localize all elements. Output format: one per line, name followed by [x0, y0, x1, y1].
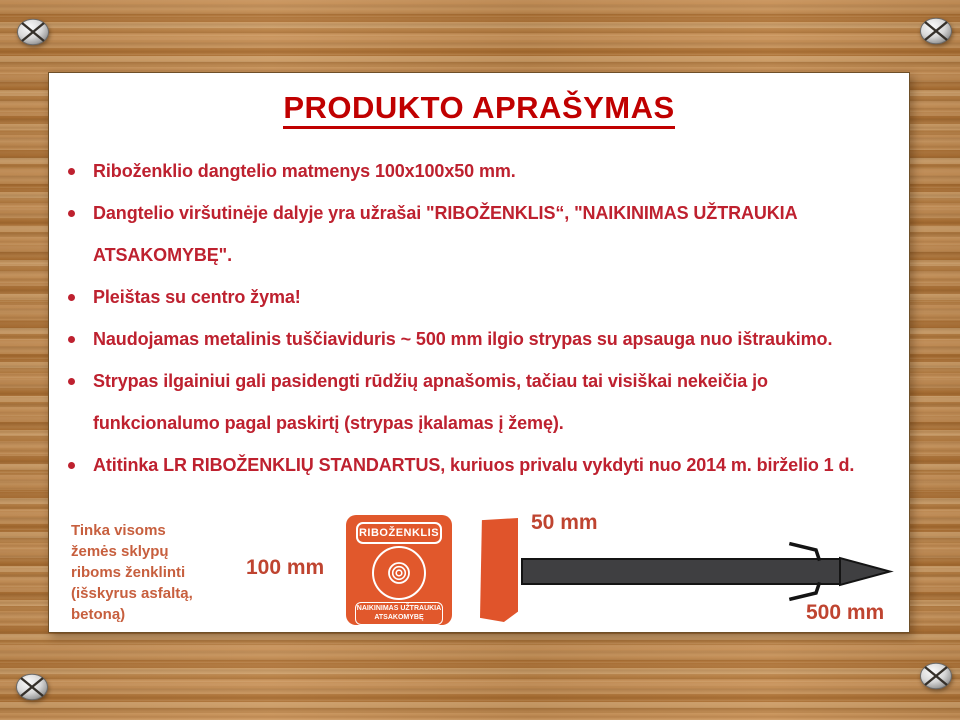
bullet-item: [49, 150, 909, 192]
bullet-text: ATSAKOMYBĘ".: [93, 245, 233, 265]
bullet-dot: [68, 378, 75, 385]
bullet-text: funkcionalumo pagal paskirtį (strypas įkalamas į žemę).: [93, 413, 564, 433]
badge-title: RIBOŽENKLIS: [356, 522, 442, 544]
bullet-list: [49, 150, 909, 486]
bullet-dot: [68, 336, 75, 343]
screw-icon: [15, 672, 51, 704]
screw-icon: [16, 17, 52, 49]
bullet-dot: [68, 168, 75, 175]
concentric-rings-icon: [370, 544, 428, 602]
bullet-item: [49, 360, 909, 444]
dimension-label-length: 500 mm: [806, 601, 885, 624]
usage-note-line: (išskyrus asfaltą,: [71, 585, 193, 602]
bullet-text: Strypas ilgainiui gali pasidengti rūdžių apnašomis, tačiau tai visiškai nekeičia jo: [93, 371, 768, 391]
bullet-text: Pleištas su centro žyma!: [93, 287, 301, 307]
usage-note: [71, 520, 193, 625]
dimension-label-height: 50 mm: [531, 511, 598, 534]
bullet-dot: [68, 210, 75, 217]
bullet-dot: [68, 294, 75, 301]
bullet-item: [49, 192, 909, 276]
badge-warning: [355, 602, 443, 625]
ribozenklis-badge: [346, 515, 452, 625]
bullet-dot: [68, 462, 75, 469]
metal-rod-illustration: [521, 536, 901, 608]
bullet-text: Atitinka LR RIBOŽENKLIŲ STANDARTUS, kuriuos privalu vykdyti nuo 2014 m. birželio 1 d.: [93, 455, 855, 475]
content-card: [48, 72, 910, 633]
cap-plate-shape: [480, 518, 518, 622]
bullet-item: [49, 444, 909, 486]
badge-warning-line: ATSAKOMYBĘ: [374, 613, 424, 621]
bullet-item: [49, 276, 909, 318]
screw-icon: [919, 661, 955, 693]
bullet-item: [49, 318, 909, 360]
bullet-text: Riboženklio dangtelio matmenys 100x100x50 mm.: [93, 161, 516, 181]
usage-note-line: Tinka visoms: [71, 522, 166, 539]
badge-warning-line: NAIKINIMAS UŽTRAUKIA: [356, 605, 442, 612]
bullet-text: Dangtelio viršutinėje dalyje yra užrašai "RIBOŽENKLIS“, "NAIKINIMAS UŽTRAUKIA: [93, 203, 798, 223]
page-title: PRODUKTO APRAŠYMAS: [49, 90, 909, 126]
dimension-label-width: 100 mm: [246, 556, 325, 579]
bullet-text: Naudojamas metalinis tuščiaviduris ~ 500 mm ilgio strypas su apsauga nuo ištraukimo.: [93, 329, 833, 349]
badge-disc: [370, 544, 428, 602]
usage-note-line: riboms ženklinti: [71, 564, 186, 581]
usage-note-line: betoną): [71, 606, 126, 623]
screw-icon: [919, 16, 955, 48]
usage-note-line: žemės sklypų: [71, 543, 169, 560]
